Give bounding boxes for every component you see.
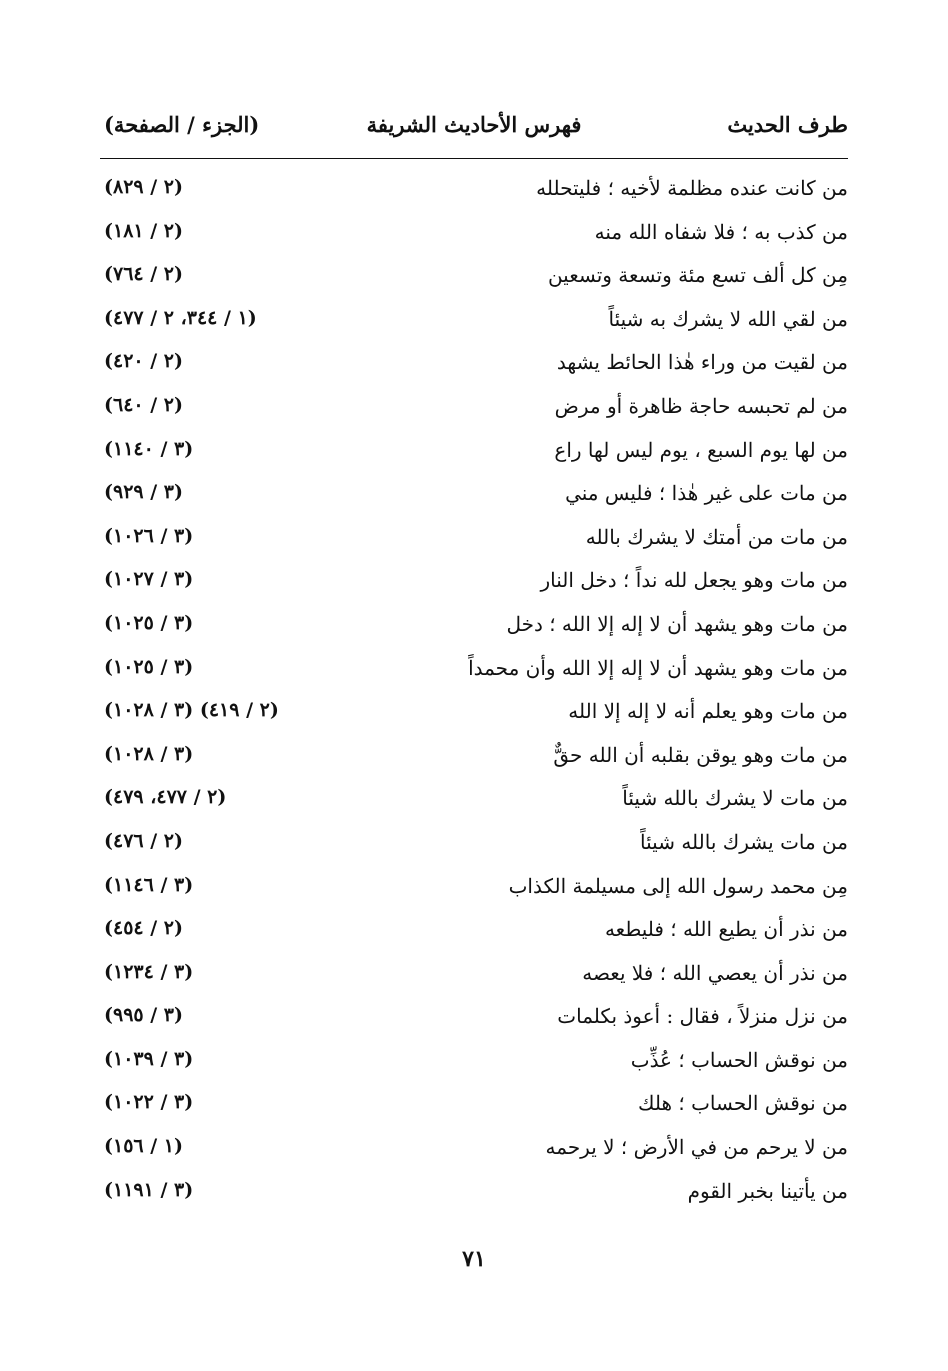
hadith-text: من مات وهو يعلم أنه لا إله إلا الله [568,699,848,724]
volume-page-ref: (٣ / ١٠٢٨) [104,742,194,765]
index-row [100,519,848,563]
volume-page-ref: (٣ / ١٠٢٢) [104,1091,194,1114]
index-row [100,301,848,345]
hadith-text: من كذب به ؛ فلا شفاه الله منه [594,219,848,244]
volume-page-ref: (٣ / ١٠٢٥) [104,655,194,678]
hadith-text: من مات من أمتك لا يشرك بالله [585,524,848,549]
index-row [100,432,848,476]
page-number: ٧١ [462,1246,486,1272]
hadith-text: من لها يوم السبع ، يوم ليس لها راع [554,437,848,462]
volume-page-ref: (٣ / ١١٩١) [104,1178,194,1201]
volume-page-ref: (٣ / ١٠٢٧) [104,568,194,591]
index-row [100,737,848,781]
index-row [100,780,848,824]
volume-page-ref: (٢ / ٦٤٠) [104,393,184,416]
volume-page-ref: (٣ / ٩٩٥) [104,1004,184,1027]
volume-page-ref: (٣ / ١١٤٦) [104,873,194,896]
volume-page-ref: (٣ / ١٢٣٤) [104,960,194,983]
index-row [100,868,848,912]
volume-page-ref: (٢ / ٤٥٤) [104,917,184,940]
hadith-text: من لم تحبسه حاجة ظاهرة أو مرض [554,393,848,418]
index-row [100,1173,848,1217]
volume-page-ref: (٢ / ٨٢٩) [104,176,184,198]
volume-page-ref: (٣ / ١١٤٠) [104,437,194,460]
hadith-text: مِن كل ألف تسع مئة وتسعة وتسعين [547,263,848,288]
hadith-text: من مات لا يشرك بالله شيئاً [622,786,848,811]
index-row [100,475,848,519]
hadith-text: مِن محمد رسول الله إلى مسيلمة الكذاب [508,873,848,898]
hadith-text: من نذر أن يعصي الله ؛ فلا يعصه [582,960,848,985]
volume-page-ref: (٣ / ١٠٢٦) [104,524,194,547]
index-row [100,344,848,388]
hadith-text: من نذر أن يطيع الله ؛ فليطعه [604,917,848,942]
header-rule [100,158,848,159]
hadith-text: من يأتينا بخبر القوم [687,1178,848,1203]
index-row [100,606,848,650]
hadith-text: من مات وهو يجعل لله نداً ؛ دخل النار [540,568,848,593]
hadith-text: من نزل منزلاً ، فقال : أعوذ بكلمات [557,1004,848,1029]
column-header-hadith: طرف الحديث [727,112,848,137]
volume-page-ref: (٢ / ٧٦٤) [104,263,184,286]
index-row [100,824,848,868]
volume-page-ref: (٢ / ١٨١) [104,219,184,242]
index-row [100,1042,848,1086]
volume-page-ref: (٢ / ٤٧٦) [104,829,184,852]
index-row [100,693,848,737]
volume-page-ref: (٢ / ٤٧٧، ٤٧٩) [104,786,227,809]
index-row [100,911,848,955]
hadith-text: من نوقش الحساب ؛ هلك [637,1091,848,1116]
volume-page-ref: (٢ / ٤١٩) (٣ / ١٠٢٨) [104,699,279,722]
index-row [100,257,848,301]
index-row [100,650,848,694]
volume-page-ref: (٣ / ٩٢٩) [104,481,184,504]
hadith-index-list [100,170,848,1216]
index-row [100,1085,848,1129]
hadith-text: من مات يشرك بالله شيئاً [640,829,848,854]
index-row [100,170,848,214]
volume-page-ref: (١ / ٣٤٤، ٢ / ٤٧٧) [104,306,257,329]
index-row [100,214,848,258]
hadith-text: من لقيت من وراء هٰذا الحائط يشهد [556,350,848,375]
volume-page-ref: (٣ / ١٠٢٥) [104,611,194,634]
page-header [100,112,848,152]
index-row [100,955,848,999]
hadith-text: من كانت عنده مظلمة لأخيه ؛ فليتحلله [536,176,848,200]
column-header-reference: (الجزء / الصفحة) [104,112,260,137]
index-row [100,1129,848,1173]
index-row [100,998,848,1042]
running-title: فهرس الأحاديث الشريفة [366,112,582,137]
hadith-text: من مات على غير هٰذا ؛ فليس مني [565,481,848,506]
hadith-text: من لا يرحم من في الأرض ؛ لا يرحمه [545,1135,848,1160]
volume-page-ref: (٣ / ١٠٣٩) [104,1047,194,1070]
hadith-text: من لقي الله لا يشرك به شيئاً [608,306,848,331]
hadith-text: من مات وهو يشهد أن لا إله إلا الله ؛ دخل [506,611,848,636]
volume-page-ref: (٢ / ٤٢٠) [104,350,184,373]
hadith-text: من مات وهو يوقن بقلبه أن الله حقٌّ [553,742,848,767]
index-row [100,388,848,432]
index-row [100,562,848,606]
hadith-text: من نوقش الحساب ؛ عُذِّب [630,1047,848,1072]
volume-page-ref: (١ / ١٥٦) [104,1135,184,1158]
hadith-text: من مات وهو يشهد أن لا إله إلا الله وأن محمداً [468,655,848,680]
